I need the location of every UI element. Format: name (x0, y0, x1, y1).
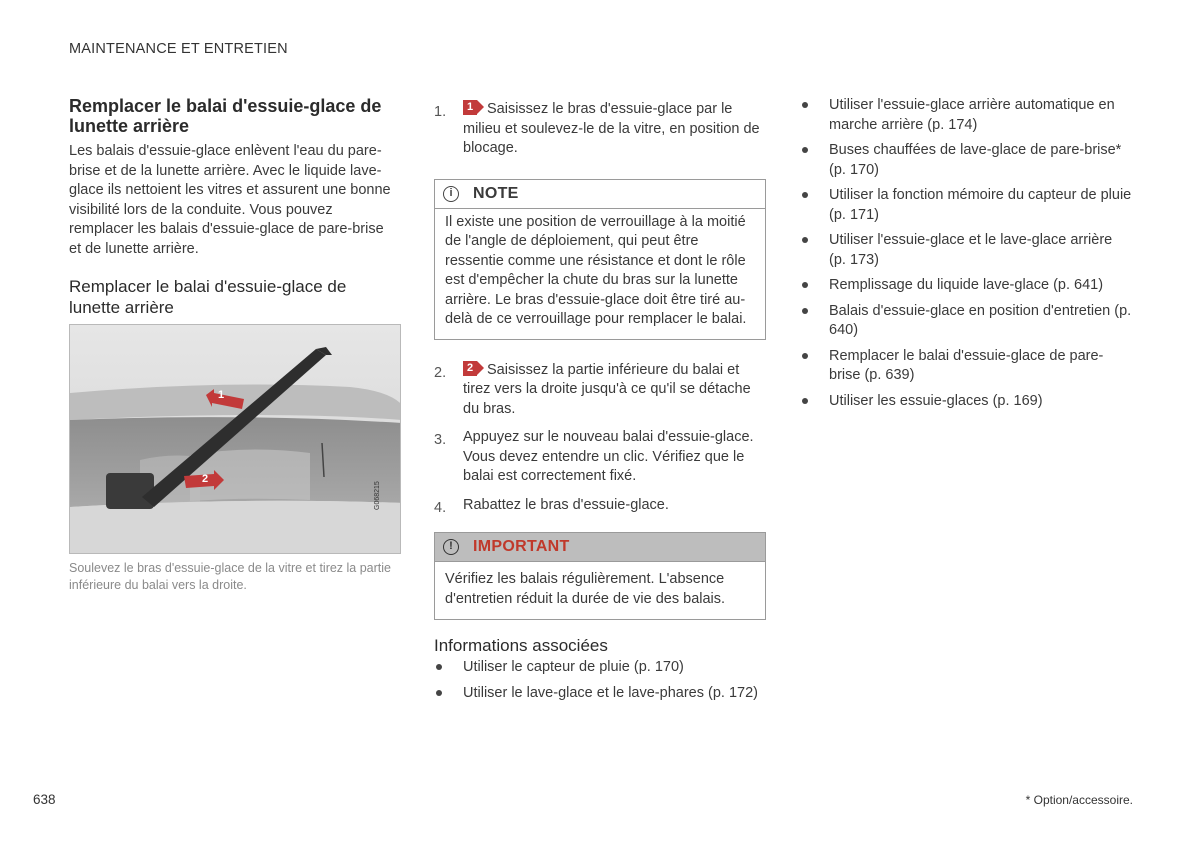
list-item[interactable]: Utiliser l'essuie-glace et le lave-glace arrière (p. 173) (800, 231, 1132, 270)
list-item[interactable]: Utiliser les essuie-glaces (p. 169) (800, 392, 1132, 412)
list-item[interactable]: Balais d'essuie-glace en position d'entretien (p. 640) (800, 302, 1132, 341)
figure-caption: Soulevez le bras d'essuie-glace de la vitre et tirez la partie inférieure du balai vers la droite. (69, 561, 391, 592)
rear-window-drawing (70, 325, 401, 554)
note-body: Il existe une position de verrouillage à la moitié de l'angle de déploiement, qui peut être ressentie comme une résistance et dont le rôle est d'empêcher la chute du bras sur la lunette arrière. Le bras d'essuie-glace doit être tiré au-delà de ce verrouillage pour remplacer le balai. (445, 213, 747, 327)
bullet-icon (434, 658, 463, 678)
step-4 (434, 496, 766, 519)
step-text: Appuyez sur le nouveau balai d'essuie-glace. Vous devez entendre un clic. Vérifiez que le balai est correctement fixé. (463, 429, 754, 484)
step-badge-2-icon: 2 (463, 361, 483, 376)
step-1 (434, 100, 766, 159)
figure-code: G068215 (374, 481, 381, 510)
list-item[interactable]: Utiliser la fonction mémoire du capteur de pluie (p. 171) (800, 186, 1132, 225)
column-middle (434, 100, 766, 709)
callout-arrow-2 (182, 470, 222, 494)
column-right (800, 96, 1132, 417)
related-list-right (800, 96, 1132, 411)
bullet-icon (800, 276, 829, 296)
wiper-illustration (69, 324, 401, 554)
list-item[interactable]: Utiliser le lave-glace et le lave-phares (p. 172) (434, 684, 766, 704)
step-number: 4. (434, 499, 447, 516)
related-info-title: Informations associées (434, 636, 608, 655)
bullet-icon (800, 392, 829, 412)
page-number: 638 (33, 792, 56, 807)
section-subtitle: Remplacer le balai d'essuie-glace de lunette arrière (69, 277, 347, 317)
step-number: 3. (434, 432, 447, 448)
note-title: NOTE (473, 184, 519, 202)
section-header: MAINTENANCE ET ENTRETIEN (69, 41, 288, 57)
bullet-icon (800, 347, 829, 386)
list-item[interactable]: Buses chauffées de lave-glace de pare-brise* (p. 170) (800, 141, 1132, 180)
list-item[interactable]: Utiliser l'essuie-glace arrière automatique en marche arrière (p. 174) (800, 96, 1132, 135)
bullet-icon (800, 96, 829, 135)
note-box (434, 179, 766, 340)
list-item[interactable]: Remplacer le balai d'essuie-glace de pare-brise (p. 639) (800, 347, 1132, 386)
step-text: Saisissez la partie inférieure du balai et tirez vers la droite jusqu'à ce qu'il se détache du bras. (463, 361, 751, 417)
step-text: Saisissez le bras d'essuie-glace par le milieu et soulevez-le de la vitre, en position de blocage. (463, 101, 760, 156)
step-number: 2. (434, 364, 447, 381)
exclamation-icon: ! (443, 539, 459, 555)
important-body: Vérifiez les balais régulièrement. L'absence d'entretien réduit la durée de vie des balais. (445, 571, 726, 607)
page-title: Remplacer le balai d'essuie-glace de lunette arrière (69, 96, 382, 136)
step-badge-1-icon: 1 (463, 100, 483, 115)
step-number: 1. (434, 104, 447, 120)
important-title: IMPORTANT (473, 538, 570, 555)
list-item[interactable]: Utiliser le capteur de pluie (p. 170) (434, 658, 766, 678)
note-header (435, 180, 765, 209)
callout-arrow-1 (204, 387, 244, 407)
important-box (434, 532, 766, 620)
bullet-icon (800, 231, 829, 270)
step-3 (434, 428, 766, 487)
related-list-middle (434, 658, 766, 703)
bullet-icon (434, 684, 463, 704)
intro-paragraph: Les balais d'essuie-glace enlèvent l'eau du pare-brise et de la lunette arrière. Avec le liquide lave-glace ils nettoient les vitres et assurent une bonne visibilité lors de la conduite. Vous pouvez remplacer les balais d'essuie-glace de pare-brise et de lunette arrière. (69, 143, 391, 257)
list-item[interactable]: Remplissage du liquide lave-glace (p. 641) (800, 276, 1132, 296)
column-left (69, 96, 399, 594)
step-text: Rabattez le bras d'essuie-glace. (463, 496, 669, 513)
step-2 (434, 361, 766, 420)
bullet-icon (800, 141, 829, 180)
callout-number-2: 2 (202, 473, 209, 485)
info-icon: i (443, 186, 459, 202)
important-header (435, 533, 765, 562)
bullet-icon (800, 302, 829, 341)
footnote: * Option/accessoire. (1025, 793, 1133, 807)
bullet-icon (800, 186, 829, 225)
callout-number-1: 1 (218, 389, 225, 401)
